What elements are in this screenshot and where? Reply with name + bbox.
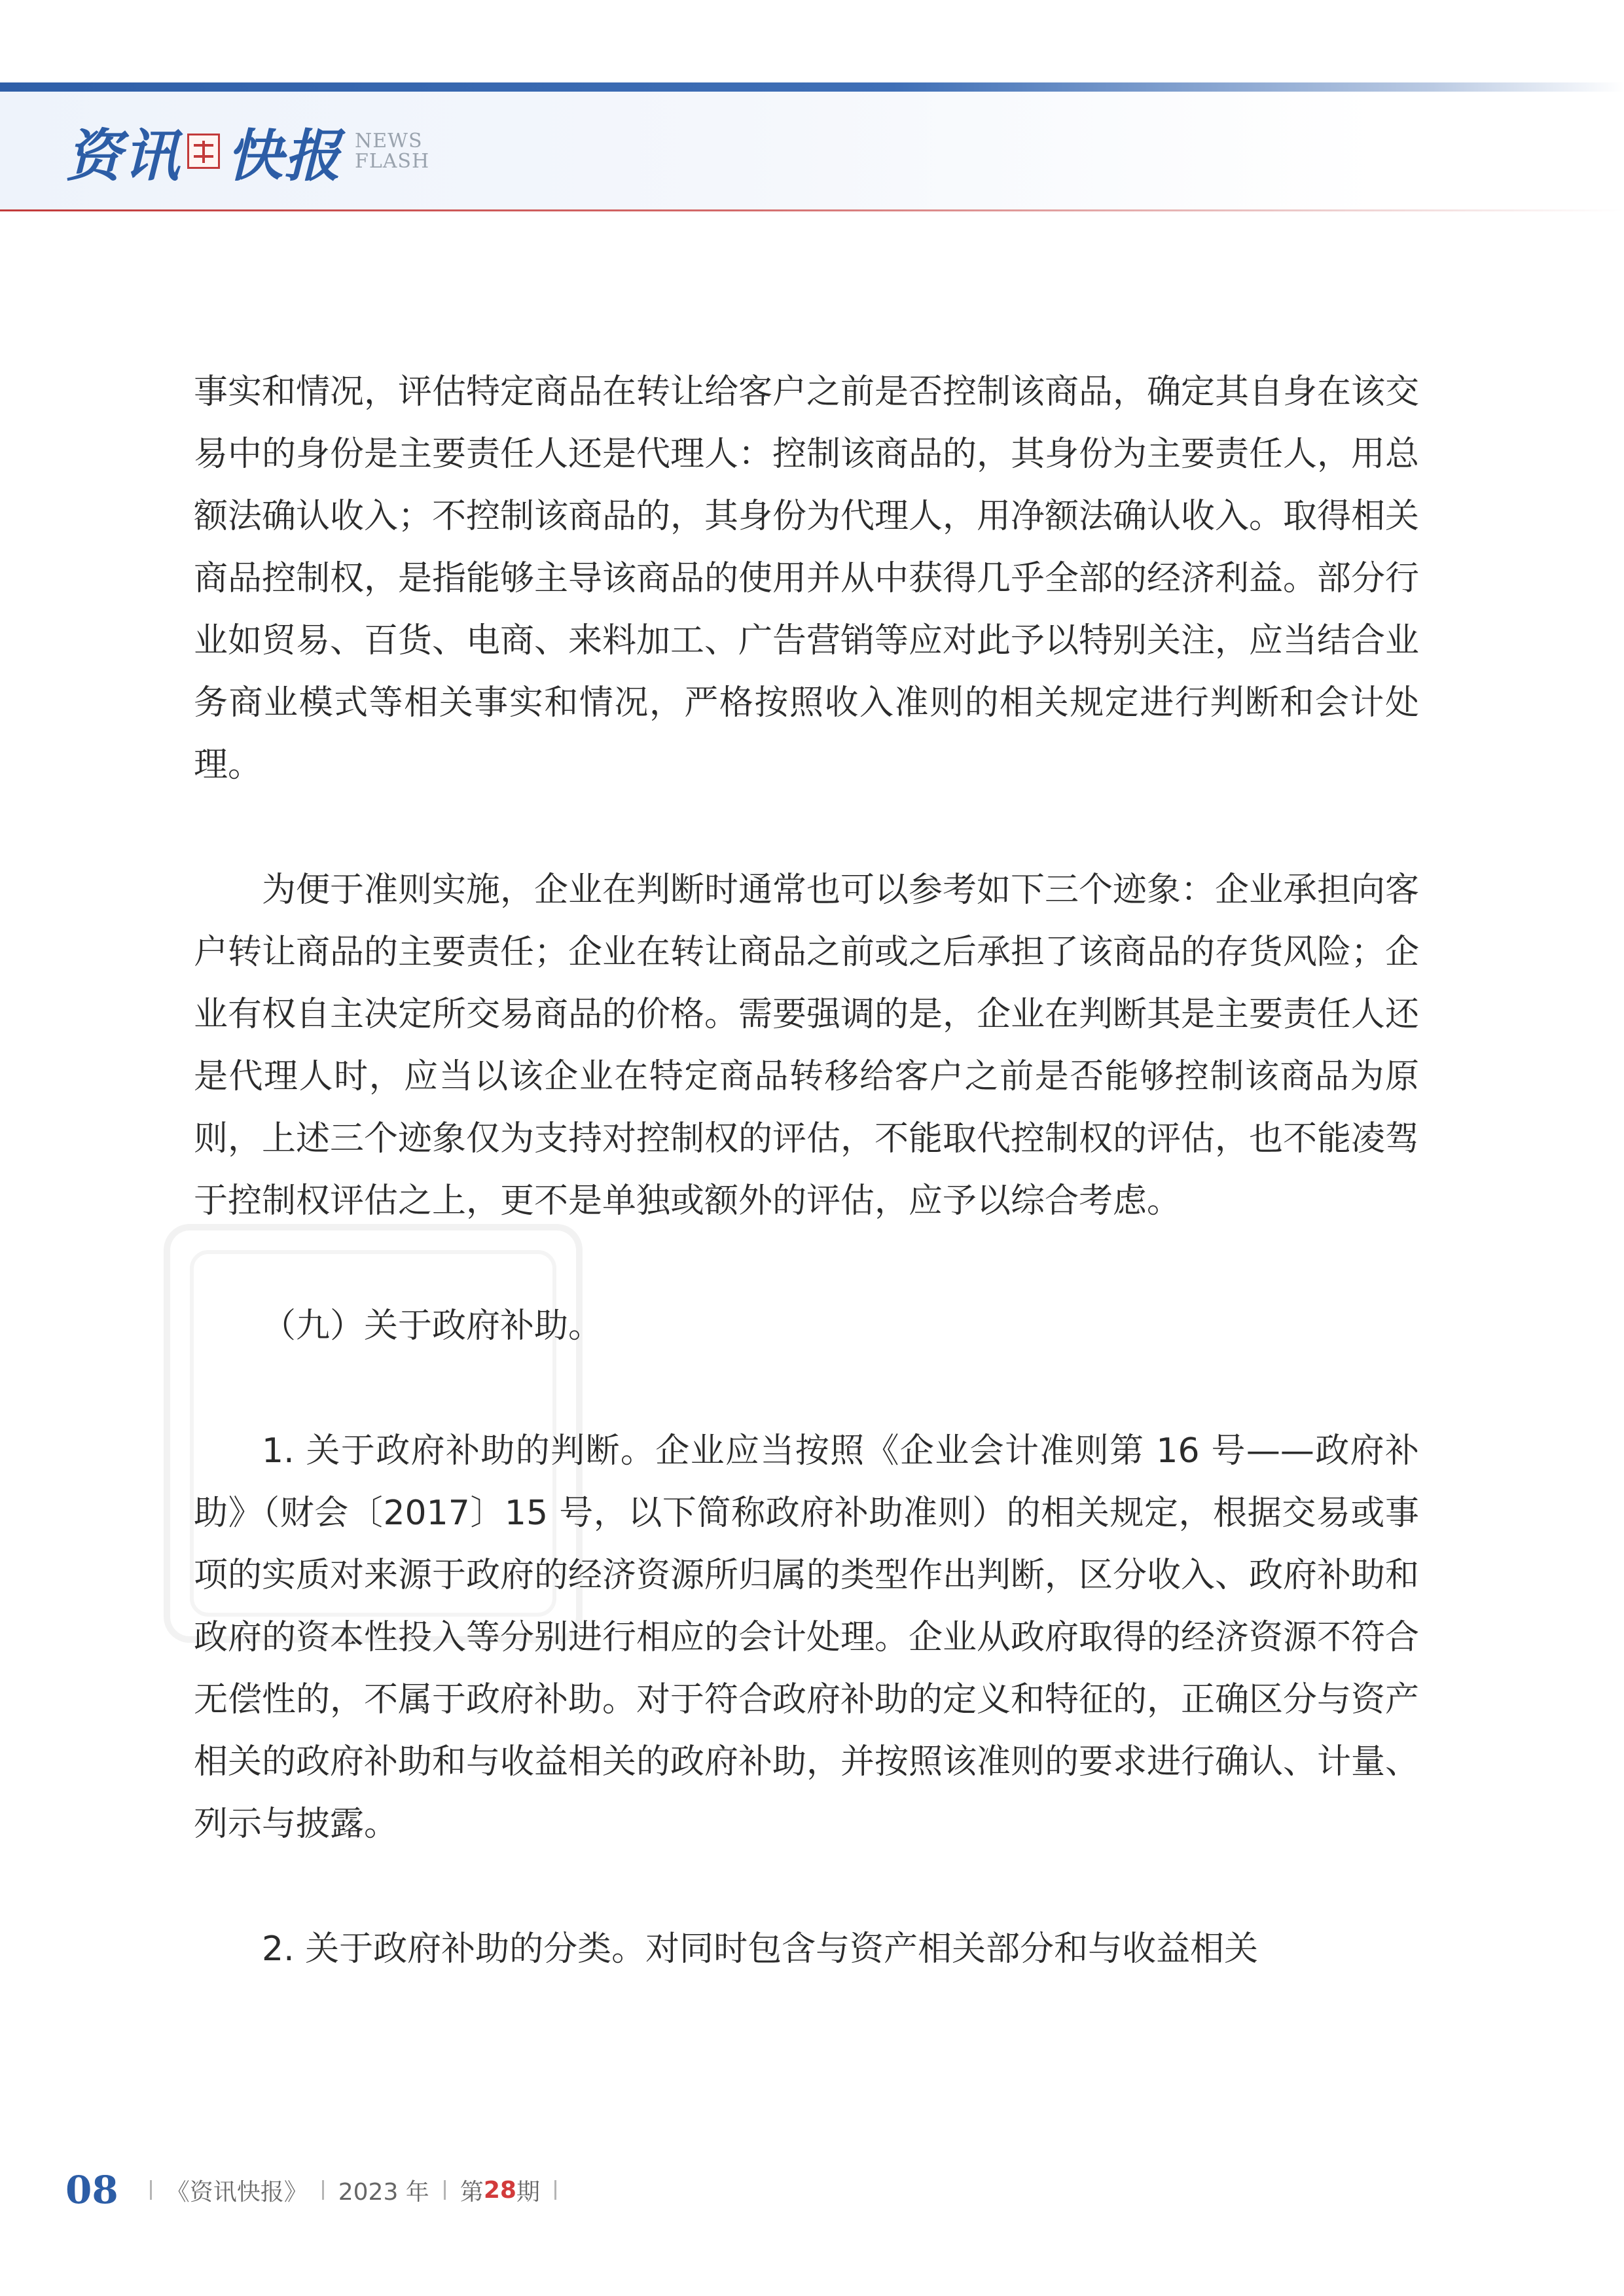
paragraph: 事实和情况，评估特定商品在转让给客户之前是否控制该商品，确定其自身在该交易中的身份是主要责任人还是代理人：控制该商品的，其身份为主要责任人，用总额法确认收入；不控制该商品的，其身份为代理人，用净额法确认收入。取得相关商品控制权，是指能够主导该商品的使用并从中获得几乎全部的经济利益。部分行业如贸易、百货、电商、来料加工、广告营销等应对此予以特别关注，应当结合业务商业模式等相关事实和情况，严格按照收入准则的相关规定进行判断和会计处理。 xyxy=(194,372,1420,785)
footer-year: 2023 年 xyxy=(338,2178,429,2206)
footer-divider xyxy=(150,2180,152,2200)
footer-issue-prefix: 第 xyxy=(460,2178,484,2206)
paragraph: 2. 关于政府补助的分类。对同时包含与资产相关部分和与收益相关 xyxy=(262,1929,1259,1969)
seal-icon xyxy=(187,134,220,169)
logo-english-line1: NEWS xyxy=(355,130,423,152)
footer-publication: 《资讯快报》 xyxy=(166,2178,308,2206)
footer-issue-number: 28 xyxy=(483,2176,516,2204)
paragraph: 1. 关于政府补助的判断。企业应当按照《企业会计准则第 16 号——政府补助》（财会〔2017〕15 号，以下简称政府补助准则）的相关规定，根据交易或事项的实质对来源于政府的经济资源所归属的类型作出判断，区分收入、政府补助和政府的资本性投入等分别进行相应的会计处理。企业从政府取得的经济资源不符合无偿性的，不属于政府补助。对于符合政府补助的定义和特征的，正确区分与资产相关的政府补助和与收益相关的政府补助，并按照该准则的要求进行确认、计量、列示与披露。 xyxy=(194,1431,1420,1844)
header-top-rule xyxy=(0,82,1624,92)
paragraph: 为便于准则实施，企业在判断时通常也可以参考如下三个迹象：企业承担向客户转让商品的主要责任；企业在转让商品之前或之后承担了该商品的存货风险；企业有权自主决定所交易商品的价格。需要强调的是，企业在判断其是主要责任人还是代理人时，应当以该企业在特定商品转移给客户之前是否能够控制该商品为原则，上述三个迹象仅为支持对控制权的评估，不能取代控制权的评估，也不能凌驾于控制权评估之上，更不是单独或额外的评估，应予以综合考虑。 xyxy=(194,870,1420,1221)
logo-english-line2: FLASH xyxy=(355,150,430,173)
header-bottom-rule xyxy=(0,209,1624,211)
article-body xyxy=(194,361,1419,1981)
page-footer xyxy=(65,2164,571,2216)
footer-divider xyxy=(444,2180,446,2200)
section-heading: （九）关于政府补助。 xyxy=(262,1306,603,1346)
footer-issue-suffix: 期 xyxy=(516,2178,540,2206)
logo-title-right: 快报 xyxy=(226,123,342,189)
footer-divider xyxy=(554,2180,556,2200)
page-number: 08 xyxy=(65,2168,118,2212)
logo-title-left: 资讯 xyxy=(65,123,181,189)
footer-divider xyxy=(322,2180,324,2200)
masthead-logo xyxy=(65,115,429,187)
logo-english xyxy=(355,131,429,171)
